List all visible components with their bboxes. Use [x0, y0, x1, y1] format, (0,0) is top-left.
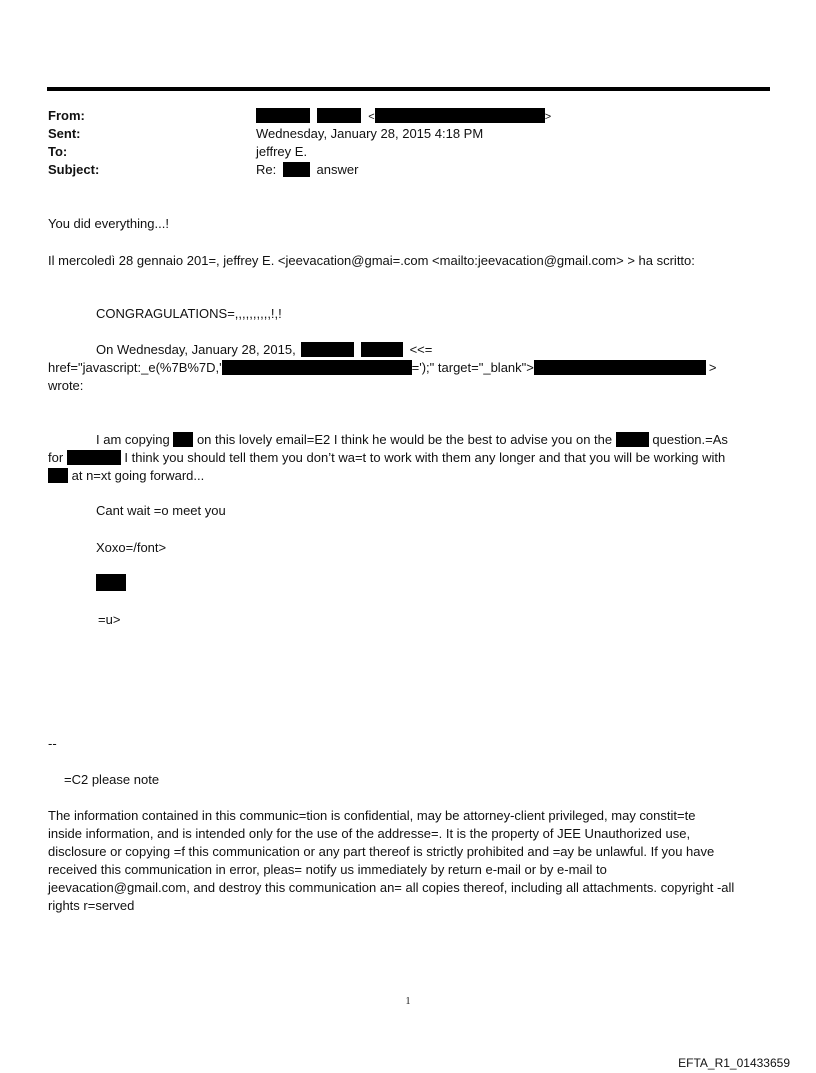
redaction-block: [534, 360, 706, 375]
redaction-block: [173, 432, 193, 447]
xoxo-line: Xoxo=/font>: [96, 540, 167, 555]
paragraph-line-3: [48, 468, 204, 484]
on-wednesday-line: [96, 342, 432, 358]
disclaimer-line-6: rights r=served: [48, 898, 135, 913]
href-start: href="javascript:_e(%7B%7D,': [48, 360, 222, 375]
sent-label: Sent:: [48, 126, 81, 141]
u-tag-line: =u>: [98, 612, 121, 627]
redaction-block: [222, 360, 412, 375]
subject-suffix: answer: [316, 162, 359, 177]
paragraph-line-2: [48, 450, 725, 466]
para1-text-a: I am copying: [96, 432, 170, 447]
from-gt: >: [544, 111, 552, 123]
reply-line: You did everything...!: [48, 216, 169, 231]
href-end: >: [708, 360, 717, 375]
redaction-block: [48, 468, 68, 483]
redaction-block: [67, 450, 121, 465]
redaction-block: [96, 574, 126, 591]
paragraph-line-1: [96, 432, 728, 448]
congrats-line: CONGRAGULATIONS=,,,,,,,,,,!,!: [96, 306, 282, 321]
please-note-line: =C2 please note: [64, 772, 160, 787]
to-label: To:: [48, 144, 68, 159]
redaction-block: [616, 432, 649, 447]
subject-label: Subject:: [48, 162, 100, 177]
para2-text-b: I think you should tell them you don’t wa=t to work with them any longer and that you will be working with: [124, 450, 726, 465]
href-mid: =');" target="_blank">: [411, 360, 534, 375]
quote-intro: Il mercoledì 28 gennaio 201=, jeffrey E. <jeevacation@gmai=.com <mailto:jeevacation@gmail.com> > ha scritto:: [48, 253, 695, 268]
disclaimer-line-4: received this communication in error, pleas= notify us immediately by return e-mail or by e-mail to: [48, 862, 607, 877]
bates-number: EFTA_R1_01433659: [678, 1056, 790, 1070]
para1-text-c: question.=As: [652, 432, 728, 447]
redaction-block: [301, 342, 354, 357]
signature-separator: --: [48, 736, 57, 751]
redaction-block: [317, 108, 361, 123]
subject-value: [256, 162, 358, 178]
disclaimer-line-3: disclosure or copying =f this communication or any part thereof is strictly prohibited and =ay be unlawful. If you have: [48, 844, 715, 859]
redaction-block: [361, 342, 403, 357]
from-lt: <: [368, 111, 375, 123]
href-line: [48, 360, 716, 376]
sent-value: Wednesday, January 28, 2015 4:18 PM: [256, 126, 484, 141]
header-divider-rule: [47, 87, 770, 91]
from-label: From:: [48, 108, 85, 123]
redaction-block: [256, 108, 310, 123]
cant-wait-line: Cant wait =o meet you: [96, 503, 226, 518]
redaction-block: [283, 162, 310, 177]
to-value: jeffrey E.: [256, 144, 308, 159]
signature-redaction-line: [96, 574, 126, 592]
on-wednesday-text: On Wednesday, January 28, 2015,: [96, 342, 296, 357]
para2-text-a: for: [48, 450, 64, 465]
redaction-block: [375, 108, 545, 123]
from-value: [256, 108, 551, 125]
on-wednesday-tail: <<=: [409, 342, 433, 357]
disclaimer-line-5: jeevacation@gmail.com, and destroy this communication an= all copies thereof, including all attachments. copyright -all: [48, 880, 735, 895]
disclaimer-line-2: inside information, and is intended only for the use of the addresse=. It is the property of JEE Unauthorized use,: [48, 826, 691, 841]
para3-text: at n=xt going forward...: [71, 468, 205, 483]
disclaimer-line-1: The information contained in this communic=tion is confidential, may be attorney-client privileged, may constit=te: [48, 808, 696, 823]
para1-text-b: on this lovely email=E2 I think he would be the best to advise you on the: [196, 432, 613, 447]
subject-prefix: Re:: [256, 162, 277, 177]
page-number: 1: [405, 996, 411, 1007]
wrote-line: wrote:: [48, 378, 84, 393]
